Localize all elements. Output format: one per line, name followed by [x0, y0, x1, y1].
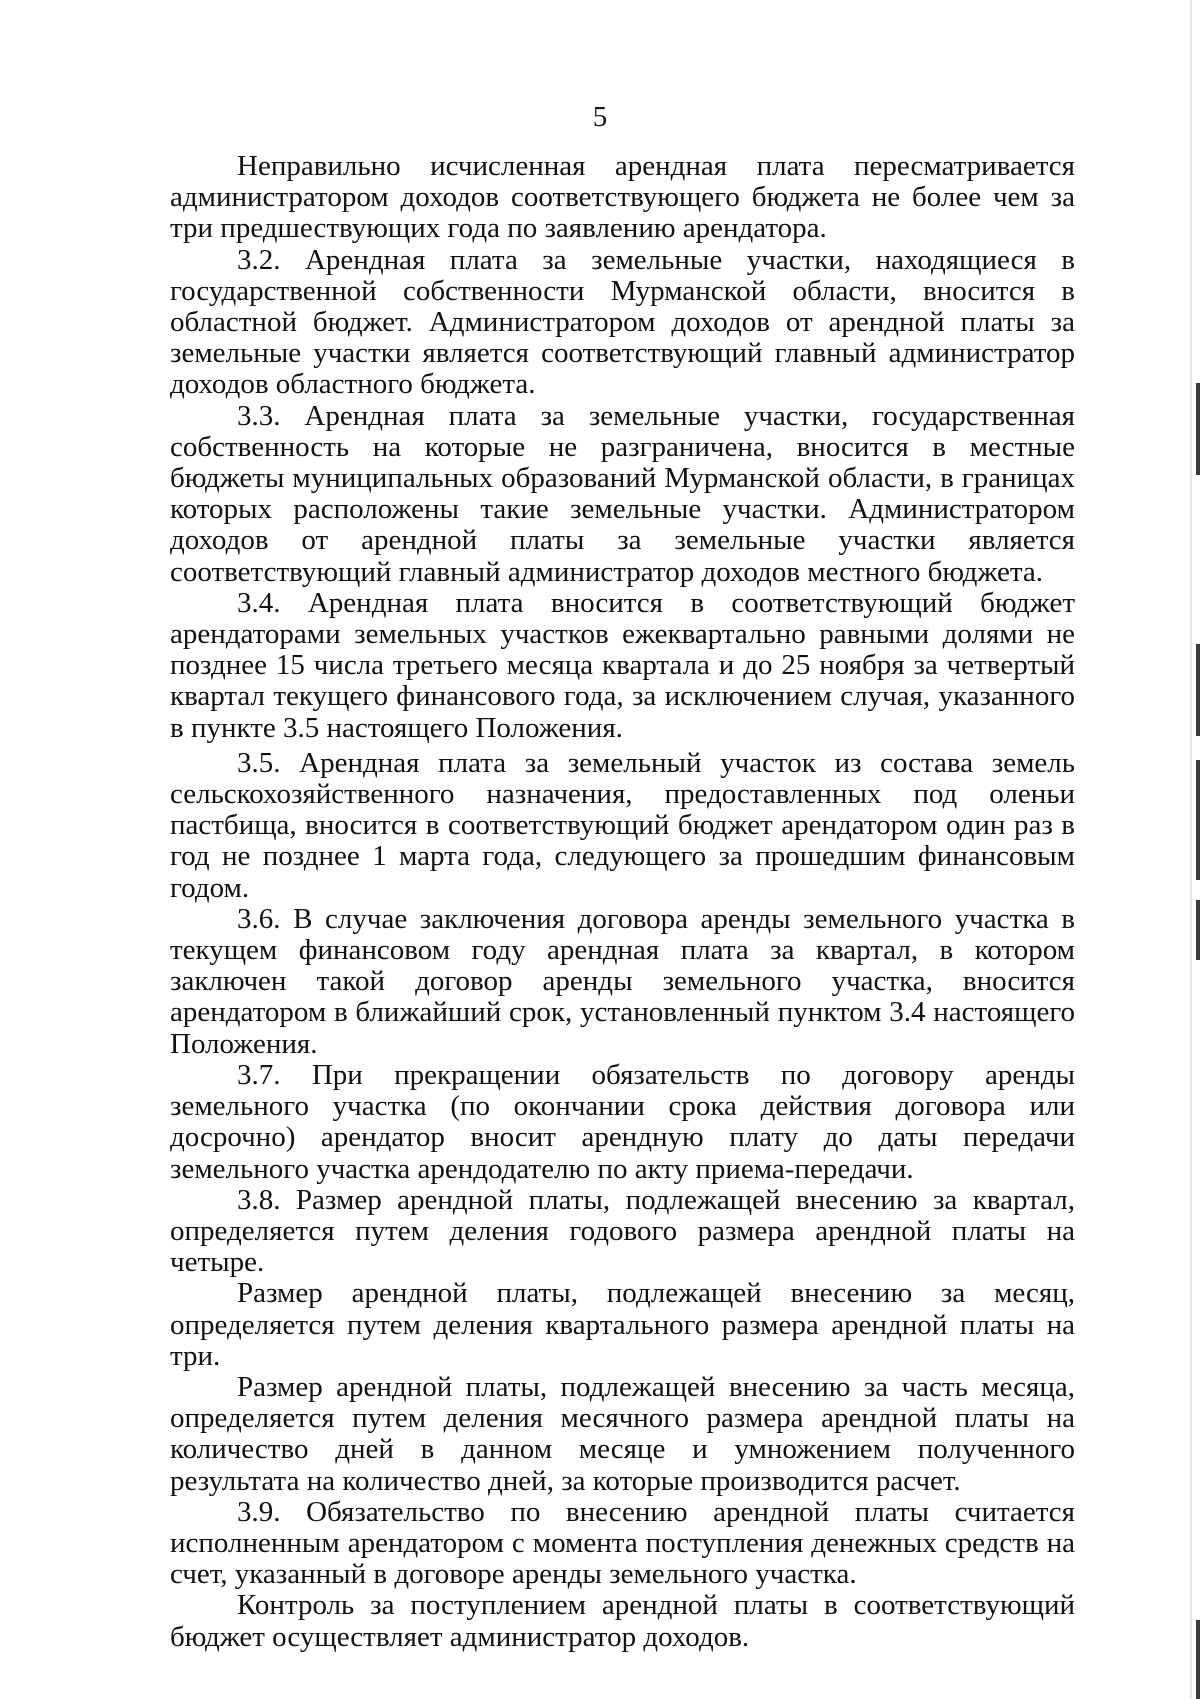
paragraph-recalculation: Неправильно исчисленная арендная плата пересматривается администратором доходов соответствующего бюджета не более чем за три предшествующих года по заявлению арендатора. [170, 150, 1075, 245]
paragraph-3-8: 3.8. Размер арендной платы, подлежащей внесению за квартал, определяется путем деления годового размера арендной платы на четыре. [170, 1183, 1075, 1279]
scan-edge-mark [1196, 644, 1200, 736]
paragraph-control: Контроль за поступлением арендной платы в соответствующий бюджет осуществляет администратор доходов. [170, 1589, 1075, 1653]
scan-edge-mark [1196, 760, 1200, 880]
paragraph-3-6: 3.6. В случае заключения договора аренды земельного участка в текущем финансовом году арендная плата за квартал, в котором заключен такой договор аренды земельного участка, вносится арендатором в ближайший срок, установленный пунктом 3.4 настоящего Положения. [170, 902, 1075, 1060]
paragraph-3-4: 3.4. Арендная плата вносится в соответствующий бюджет арендаторами земельных участков ежеквартально равными долями не позднее 15 числа третьего месяца квартала и до 25 ноября за четвертый квартал текущего финансового года, за исключением случая, указанного в пункте 3.5 настоящего Положения. [170, 586, 1075, 744]
scan-edge-mark [1196, 1620, 1200, 1699]
page-number: 5 [592, 101, 608, 133]
paragraph-partial-month-rent: Размер арендной платы, подлежащей внесению за часть месяца, определяется путем деления месячного размера арендной платы на количество дней в данном месяце и умножением полученного результата на количество дней, за которые производится расчет. [170, 1370, 1075, 1497]
scan-edge-mark [1196, 900, 1200, 960]
paragraph-3-9: 3.9. Обязательство по внесению арендной платы считается исполненным арендатором с момента поступления денежных средств на счет, указанный в договоре аренды земельного участка. [170, 1495, 1075, 1591]
paragraph-3-2: 3.2. Арендная плата за земельные участки, находящиеся в государственной собственности Мурманской области, вносится в областной бюджет. Администратором доходов от арендной платы за земельные участки является соответствующий главный администратор доходов областного бюджета. [170, 243, 1075, 401]
paragraph-3-3: 3.3. Арендная плата за земельные участки, государственная собственность на которые не разграничена, вносится в местные бюджеты муниципальных образований Мурманской области, в границах которых расположены такие земельные участки. Администратором доходов от арендной платы за земельные участки является соответствующий главный администратор доходов местного бюджета. [170, 399, 1075, 588]
scan-edge-mark [1196, 383, 1200, 475]
paragraph-monthly-rent: Размер арендной платы, подлежащей внесению за месяц, определяется путем деления квартального размера арендной платы на три. [170, 1277, 1075, 1372]
paragraph-3-5: 3.5. Арендная плата за земельный участок из состава земель сельскохозяйственного назначения, предоставленных под оленьи пастбища, вносится в соответствующий бюджет арендатором один раз в год не позднее 1 марта года, следующего за прошедшим финансовым годом. [170, 746, 1075, 904]
document-body [170, 151, 1075, 1653]
paragraph-3-7: 3.7. При прекращении обязательств по договору аренды земельного участка (по окончании срока действия договора или досрочно) арендатор вносит арендную плату до даты передачи земельного участка арендодателю по акту приема-передачи. [170, 1058, 1075, 1185]
scan-edge-strip [1190, 0, 1192, 1699]
